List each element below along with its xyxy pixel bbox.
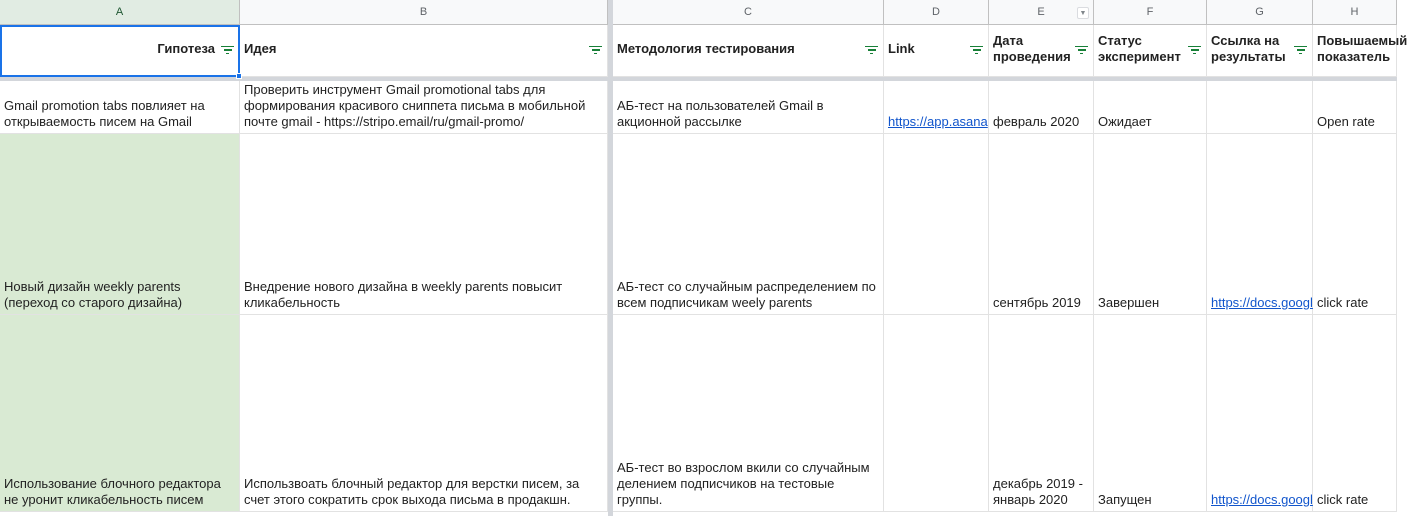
header-cell-idea[interactable]: Идея [240, 25, 608, 77]
column-header-e[interactable]: E ▼ [989, 0, 1094, 25]
selection-fill-handle[interactable] [236, 73, 242, 79]
column-header-bar [0, 0, 1397, 25]
cell-metric[interactable]: Open rate [1313, 81, 1397, 134]
column-menu-icon[interactable]: ▼ [1077, 7, 1089, 19]
asana-link[interactable]: https://app.asana [888, 114, 988, 129]
filter-icon[interactable] [1075, 46, 1088, 56]
cell-idea[interactable]: Внедрение нового дизайна в weekly parents повысит кликабельность [240, 134, 608, 315]
table-row [0, 134, 1397, 315]
header-cell-link[interactable]: Link [884, 25, 989, 77]
filter-icon[interactable] [589, 46, 602, 56]
cell-hypothesis[interactable]: Gmail promotion tabs повлияет на открываемость писем на Gmail [0, 81, 240, 134]
filter-icon[interactable] [1188, 46, 1201, 56]
header-cell-status[interactable]: Статус эксперимент [1094, 25, 1207, 77]
cell-idea[interactable]: Использвоать блочный редактор для верстки писем, за счет этого сократить срок выхода письма в продакшн. [240, 315, 608, 512]
filter-icon[interactable] [221, 46, 234, 56]
cell-idea[interactable]: Проверить инструмент Gmail promotional tabs для формирования красивого сниппета письма в мобильной почте gmail - https://stripo.email/ru/gmail-promo/ [240, 81, 608, 134]
sheet-grid [0, 25, 1408, 512]
frozen-column-divider[interactable] [608, 0, 613, 516]
table-row [0, 315, 1397, 512]
column-header-b[interactable]: B [240, 0, 608, 25]
filter-icon[interactable] [865, 46, 878, 56]
cell-methodology[interactable]: АБ-тест на пользователей Gmail в акционной рассылке [613, 81, 884, 134]
filter-icon[interactable] [970, 46, 983, 56]
cell-methodology[interactable]: АБ-тест со случайным распределением по всем подписчикам weely parents [613, 134, 884, 315]
cell-link[interactable] [884, 134, 989, 315]
header-cell-hypothesis[interactable]: Гипотеза [0, 25, 240, 77]
column-header-a[interactable]: A [0, 0, 240, 25]
header-cell-results-link[interactable]: Ссылка на результаты [1207, 25, 1313, 77]
cell-date[interactable]: февраль 2020 [989, 81, 1094, 134]
cell-metric[interactable]: click rate [1313, 315, 1397, 512]
filter-icon[interactable] [1294, 46, 1307, 56]
header-row [0, 25, 1408, 77]
header-cell-date[interactable]: Дата проведения [989, 25, 1094, 77]
table-row [0, 81, 1397, 134]
cell-status[interactable]: Запущен [1094, 315, 1207, 512]
header-cell-metric[interactable]: Повышаемый показатель [1313, 25, 1397, 77]
cell-results-link[interactable] [1207, 134, 1313, 315]
column-header-f[interactable]: F [1094, 0, 1207, 25]
cell-results-link[interactable] [1207, 315, 1313, 512]
column-header-h[interactable]: H [1313, 0, 1397, 25]
cell-date[interactable]: сентябрь 2019 [989, 134, 1094, 315]
column-header-d[interactable]: D [884, 0, 989, 25]
column-header-g[interactable]: G [1207, 0, 1313, 25]
cell-hypothesis[interactable]: Использование блочного редактора не уронит кликабельность писем [0, 315, 240, 512]
cell-metric[interactable]: click rate [1313, 134, 1397, 315]
cell-link[interactable] [884, 315, 989, 512]
cell-results-link[interactable] [1207, 81, 1313, 134]
cell-hypothesis[interactable]: Новый дизайн weekly parents (переход со старого дизайна) [0, 134, 240, 315]
cell-date[interactable]: декабрь 2019 - январь 2020 [989, 315, 1094, 512]
column-header-c[interactable]: C [613, 0, 884, 25]
header-cell-methodology[interactable]: Методология тестирования [613, 25, 884, 77]
cell-status[interactable]: Ожидает [1094, 81, 1207, 134]
frozen-row-divider[interactable] [0, 77, 1397, 81]
cell-methodology[interactable]: АБ-тест во взрослом вкили со случайным делением подписчиков на тестовые группы. [613, 315, 884, 512]
cell-link[interactable] [884, 81, 989, 134]
cell-status[interactable]: Завершен [1094, 134, 1207, 315]
results-link[interactable]: https://docs.googl [1211, 492, 1313, 507]
results-link[interactable]: https://docs.googl [1211, 295, 1313, 310]
